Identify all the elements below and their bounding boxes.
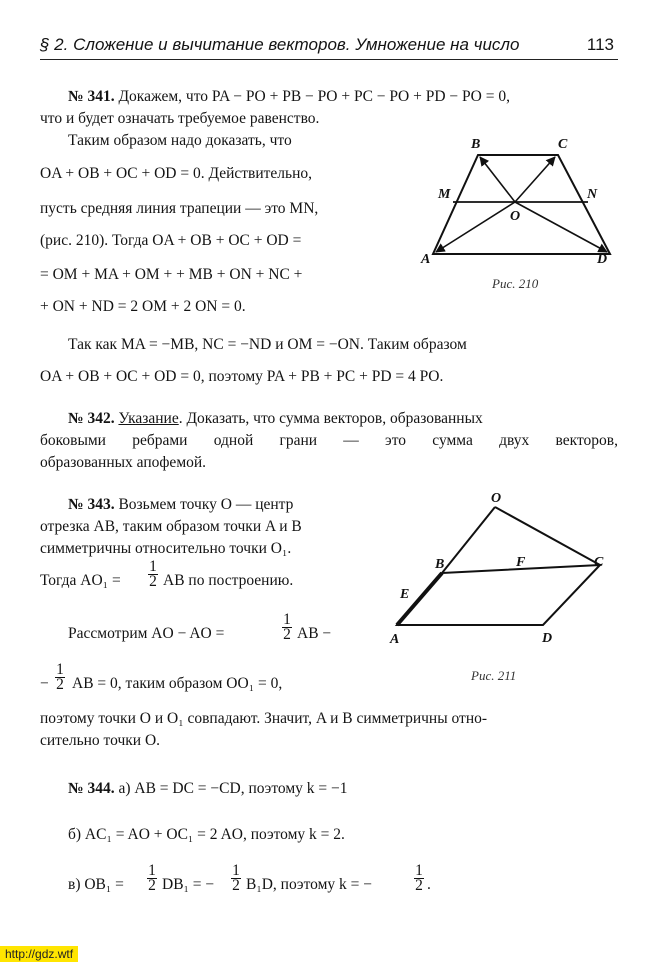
header-title: § 2. Сложение и вычитание векторов. Умножение на число [40,35,520,54]
problem-341-line-1: № 341. Докажем, что PA − PO + PB − PO + PC − PO + PD − PO = 0, [68,88,510,105]
problem-344-line-b: б) AC₁ = AO + OC₁ = 2 AO, поэтому k = 2. [68,826,345,843]
fraction-1-2-e: 1 2 [232,862,240,894]
figure-210 [405,128,625,298]
problem-341-line-6: (рис. 210). Тогда OA + OB + OC + OD = [40,232,302,249]
problem-342-number: № 342. [68,410,115,427]
parallelogram [397,565,600,625]
figure-210-caption: Рис. 210 [492,276,539,291]
problem-344-number: № 344. [68,780,115,797]
problem-344-line-c2: DB₁ = − [162,876,215,893]
label-m: M [438,187,451,202]
problem-344-line-c4: . [427,876,431,893]
problem-342-line-1: № 342. Указание. Доказать, что сумма векторов, образованных [68,410,483,427]
label-e: E [400,587,410,602]
fraction-1-2-c: 1 2 [56,661,64,693]
problem-343-line-6a: − [40,675,49,692]
problem-341-line-7: = OM + MA + OM + + MB + ON + NC + [40,266,303,283]
vector-ob [480,157,515,202]
vector-oa [436,202,515,252]
problem-343-line-4a: Тогда AO₁ = [40,572,121,589]
fraction-1-2-a: 1 2 [149,558,157,590]
segment-oc [495,507,600,565]
problem-341-line-5: пусть средняя линия трапеции — это MN, [40,200,319,217]
vector-od [515,202,607,252]
figure-211-caption: Рис. 211 [471,668,517,683]
label-d: D [597,252,608,267]
problem-344-line-a: № 344. а) AB = DC = −CD, поэтому k = −1 [68,780,348,797]
label-a: A [390,632,400,647]
segment-ob [442,507,495,573]
label-a: A [421,252,431,267]
problem-341-line-4: OA + OB + OC + OD = 0. Действительно, [40,165,313,182]
label-b: B [471,137,481,152]
problem-343-line-3: симметричны относительно точки O₁. [40,540,292,557]
fraction-1-2-d: 1 2 [148,862,156,894]
label-d: D [542,631,553,646]
fraction-1-2-f: 1 2 [415,862,423,894]
label-b: B [435,557,445,572]
problem-343-line-4b: AB по построению. [163,572,294,589]
problem-343-line-2: отрезка AB, таким образом точки A и B [40,518,302,535]
problem-343-number: № 343. [68,496,115,513]
problem-343-line-6b: AB = 0, таким образом OO₁ = 0, [72,675,283,692]
problem-344-line-c3: B₁D, поэтому k = − [246,876,373,893]
watermark-link[interactable]: http://gdz.wtf [0,946,78,962]
label-o: O [510,209,521,224]
problem-344-line-c1: в) OB₁ = [68,876,124,893]
problem-343-line-5a: Рассмотрим AO − AO = [68,625,225,642]
problem-341-number: № 341. [68,88,115,105]
problem-343-line-7: поэтому точки O и O₁ совпадают. Значит, A и B симметричны отно- [40,710,488,727]
label-f: F [516,555,526,570]
problem-341-line-8: + ON + ND = 2 OM + 2 ON = 0. [40,298,246,315]
label-n: N [587,187,598,202]
label-c: C [594,555,604,570]
label-o: O [491,491,502,506]
problem-341-line-3: Таким образом надо доказать, что [68,132,292,149]
page-number: 113 [586,35,614,54]
problem-341-line-9: Так как MA = −MB, NC = −ND и OM = −ON. Таким образом [68,336,467,353]
problem-343-line-1: № 343. Возьмем точку O — центр [68,496,294,513]
problem-341-line-10: OA + OB + OC + OD = 0, поэтому PA + PB + PC + PD = 4 PO. [40,368,444,385]
label-c: C [558,137,568,152]
hint-label: Указание [118,410,179,427]
problem-343-line-5b: AB − [297,625,332,642]
page-header [40,35,618,60]
problem-342-line-3: образованных апофемой. [40,454,207,471]
fraction-1-2-b: 1 2 [283,611,291,643]
problem-341-line-2: что и будет означать требуемое равенство. [40,110,320,127]
vector-oc [515,157,555,202]
problem-343-line-8: сительно точки O. [40,732,161,749]
problem-342-line-2: боковыми ребрами одной грани — это сумма двух векторов, [40,432,618,449]
figure-211 [380,490,620,660]
